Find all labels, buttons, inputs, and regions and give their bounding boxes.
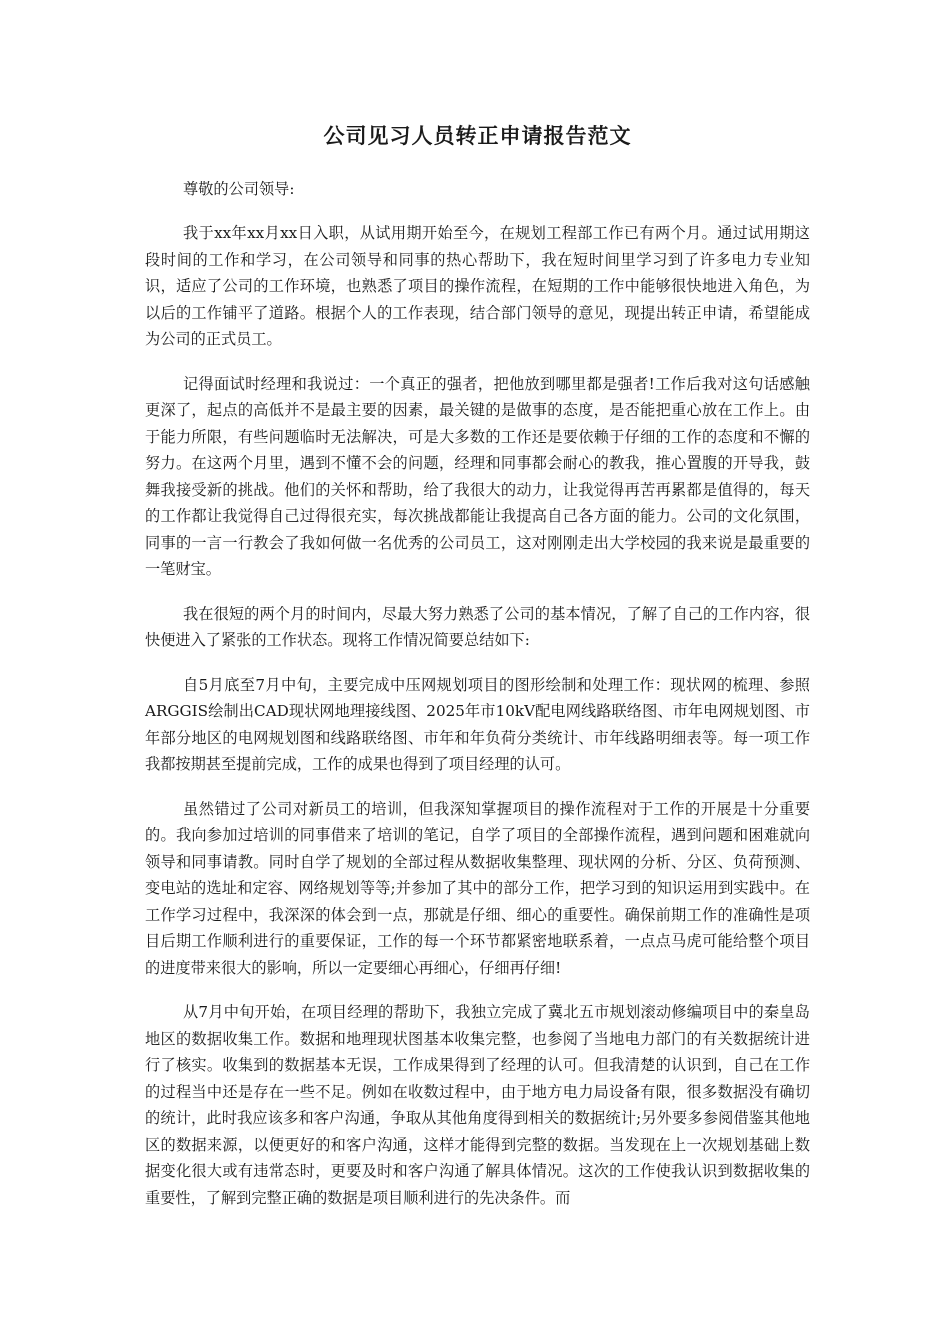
salutation: 尊敬的公司领导:: [183, 180, 295, 198]
paragraph-training: 虽然错过了公司对新员工的培训，但我深知掌握项目的操作流程对于工作的开展是十分重要的。我向参加过培训的同事借来了培训的笔记，自学了项目的全部操作流程，遇到问题和困难就向领导和同事请教。同时自学了规划的全部过程从数据收集整理、现状网的分析、分区、负荷预测、变电站的选址和定容、网络规划等等;并参加了其中的部分工作，把学习到的知识运用到实践中。在工作学习过程中，我深深的体会到一点，那就是仔细、细心的重要性。确保前期工作的准确性是项目后期工作顺利进行的重要保证，工作的每一个环节都紧密地联系着，一点点马虎可能给整个项目的进度带来很大的影响，所以一定要细心再细心，仔细再仔细!: [145, 799, 810, 977]
document-page: [145, 118, 810, 1229]
paragraph-overview: 我在很短的两个月的时间内，尽最大努力熟悉了公司的基本情况，了解了自己的工作内容，很快便进入了紧张的工作状态。现将工作情况简要总结如下:: [145, 604, 810, 649]
paragraph-data-collection: 从7月中旬开始，在项目经理的帮助下，我独立完成了冀北五市规划滚动修编项目中的秦皇岛地区的数据收集工作。数据和地理现状图基本收集完整，也参阅了当地电力部门的有关数据统计进行了核实。收集到的数据基本无误，工作成果得到了经理的认可。但我清楚的认识到，自己在工作的过程当中还是存在一些不足。例如在收数过程中，由于地方电力局设备有限，很多数据没有确切的统计，此时我应该多和客户沟通，争取从其他角度得到相关的数据统计;另外要多参阅借鉴其他地区的数据来源，以便更好的和客户沟通，这样才能得到完整的数据。当发现在上一次规划基础上数据变化很大或有违常态时，更要及时和客户沟通了解具体情况。这次的工作使我认识到数据收集的重要性，了解到完整正确的数据是项目顺利进行的先决条件。而: [145, 1003, 810, 1207]
paragraph-intro: 我于xx年xx月xx日入职，从试用期开始至今，在规划工程部工作已有两个月。通过试用期这段时间的工作和学习，在公司领导和同事的热心帮助下，我在短时间里学习到了许多电力专业知识，适应了公司的工作环境，也熟悉了项目的操作流程，在短期的工作中能够很快地进入角色，为以后的工作铺平了道路。根据个人的工作表现，结合部门领导的意见，现提出转正申请，希望能成为公司的正式员工。: [145, 224, 810, 348]
paragraph-work-summary: 自5月底至7月中旬，主要完成中压网规划项目的图形绘制和处理工作：现状网的梳理、参照ARGGIS绘制出CAD现状网地理接线图、2025年市10kV配电网线路联络图、市年电网规划图、市年部分地区的电网规划图和线路联络图、市年和年负荷分类统计、市年线路明细表等。每一项工作我都按期甚至提前完成，工作的成果也得到了项目经理的认可。: [145, 675, 810, 773]
paragraph-interview: 记得面试时经理和我说过：一个真正的强者，把他放到哪里都是强者!工作后我对这句话感触更深了，起点的高低并不是最主要的因素，最关键的是做事的态度，是否能把重心放在工作上。由于能力所限，有些问题临时无法解决，可是大多数的工作还是要依赖于仔细的工作的态度和不懈的努力。在这两个月里，遇到不懂不会的问题，经理和同事都会耐心的教我，推心置腹的开导我，鼓舞我接受新的挑战。他们的关怀和帮助，给了我很大的动力，让我觉得再苦再累都是值得的，每天的工作都让我觉得自己过得很充实，每次挑战都能让我提高自己各方面的能力。公司的文化氛围，同事的一言一行教会了我如何做一名优秀的公司员工，这对刚刚走出大学校园的我来说是最重要的一笔财宝。: [145, 374, 810, 578]
document-title: 公司见习人员转正申请报告范文: [323, 123, 632, 148]
